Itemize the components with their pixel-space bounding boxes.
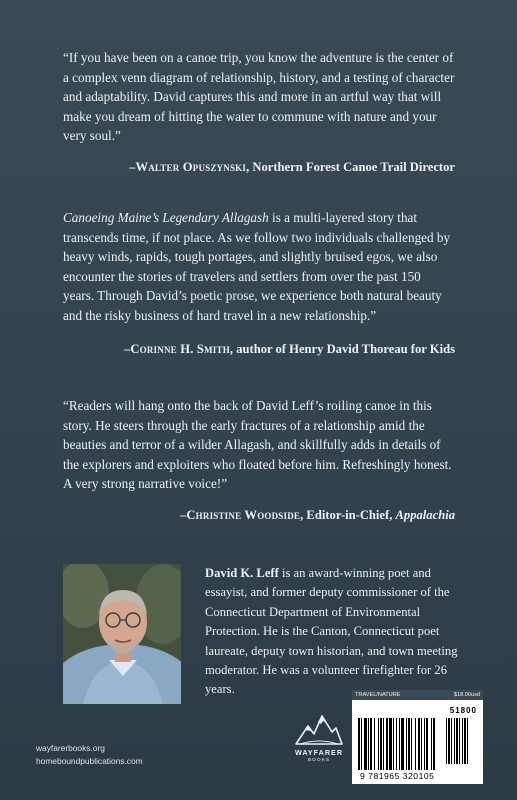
author-name: David K. Leff: [205, 566, 279, 580]
barcode-addon-bar: [451, 718, 452, 764]
barcode-bar: [433, 718, 435, 770]
mountain-logo-icon: [294, 702, 344, 774]
barcode-addon-bar: [446, 718, 447, 764]
barcode-bar: [406, 718, 407, 770]
publisher-logo-text: [288, 748, 350, 763]
barcode-bar: [361, 718, 362, 770]
isbn-barcode: [352, 690, 483, 784]
barcode-bar: [415, 718, 416, 770]
attribution-smith: [124, 342, 455, 357]
barcode-addon-bar: [464, 718, 466, 764]
book-price: $18.00usd: [453, 692, 480, 698]
blurb-opuszynski: [63, 48, 455, 146]
attribution-dash: –: [180, 508, 187, 522]
barcode-addon-bar: [448, 718, 450, 764]
book-title: Canoeing Maine’s Legendary Allagash: [63, 210, 269, 225]
barcode-bar: [421, 718, 422, 770]
barcode-bar: [358, 718, 360, 770]
barcode-bar: [399, 718, 400, 770]
barcode-bar: [408, 718, 410, 770]
barcode-bar: [364, 718, 367, 770]
barcode-addon-bar: [462, 718, 463, 764]
barcode-bar: [380, 718, 382, 770]
blurb-text: “If you have been on a canoe trip, you know the adventure is the center of a complex venn diagram of relationship, history, and a testing of character and adaptability. David captures this and more in an artful way that will make you dream of hitting the water to commune with nature and your very soul.”: [63, 50, 455, 144]
publisher-url[interactable]: wayfarerbooks.org: [36, 743, 105, 753]
barcode-bar: [426, 718, 428, 770]
barcode-icon: [352, 690, 483, 784]
barcode-addon-bar: [456, 718, 458, 764]
isbn-number: 9 781965 320105: [360, 771, 435, 781]
barcode-bar: [368, 718, 369, 770]
publisher-url[interactable]: homeboundpublications.com: [36, 756, 143, 766]
blurb-text: “Readers will hang onto the back of David Leff’s roiling canoe in this story. He steers through the early fractures of a relationship amid the beauties and terror of a wilder Allagash, and skillfully adds in details of the explorers and exploiters who floated before him. Refreshingly honest. A very strong narrative voice!”: [63, 398, 452, 492]
barcode-bar: [424, 718, 425, 770]
author-bio: [205, 564, 465, 700]
barcode-addon-bar: [467, 718, 468, 764]
blurb-text: is a multi-layered story that transcends time, if not place. As we follow two individuals challenged by heavy winds, rapids, tough portages, and slightly bruised egos, we also encounter the stories of travelers and settlers from over the past 150 years. Through David’s poetic prose, we experience both natural beauty and the risky business of hard travel in a new relationship.”: [63, 210, 451, 323]
barcode-bar: [383, 718, 384, 770]
author-photo-illustration: [63, 564, 181, 704]
blurb-woodside: [63, 396, 455, 494]
barcode-addon-bar: [459, 718, 460, 764]
attribution-woodside: [180, 508, 455, 523]
barcode-bar: [374, 718, 375, 770]
logo-word: WAYFARER: [294, 748, 344, 757]
barcode-bar: [386, 718, 388, 770]
barcode-bar: [378, 718, 379, 770]
attribution-dash: –: [124, 342, 131, 356]
barcode-bar: [418, 718, 420, 770]
attribution-role: , Editor-in-Chief,: [300, 508, 396, 522]
blurb-smith: [63, 208, 455, 326]
attribution-opuszynski: [129, 160, 455, 175]
attribution-name: Christine Woodside: [186, 508, 301, 522]
barcode-bar: [396, 718, 397, 770]
author-bio-text: is an award-winning poet and essayist, and former deputy commissioner of the Connecticut Department of Environmental Protection. He is the Canton, Connecticut poet laureate, deputy town historian, and town meeting moderator. He was a volunteer firefighter for 26 years.: [205, 566, 458, 697]
barcode-bar: [401, 718, 404, 770]
barcode-bar: [393, 718, 394, 770]
attribution-dash: –: [129, 160, 136, 174]
barcode-bar: [370, 718, 372, 770]
price-code: 51800: [449, 706, 477, 715]
barcode-bar: [411, 718, 412, 770]
barcode-bar: [431, 718, 432, 770]
attribution-name: Walter Opuszynski: [135, 160, 247, 174]
author-photo: [63, 564, 181, 704]
barcode-bar: [389, 718, 392, 770]
attribution-role: , author of Henry David Thoreau for Kids: [229, 342, 455, 356]
book-category: TRAVEL/NATURE: [355, 692, 401, 698]
attribution-name: Corinne H. Smith: [130, 342, 230, 356]
attribution-role: , Northern Forest Canoe Trail Director: [246, 160, 455, 174]
publication-name: Appalachia: [395, 508, 455, 522]
logo-sub: BOOKS: [307, 758, 331, 763]
barcode-addon-bar: [454, 718, 455, 764]
publisher-urls: [36, 742, 143, 768]
